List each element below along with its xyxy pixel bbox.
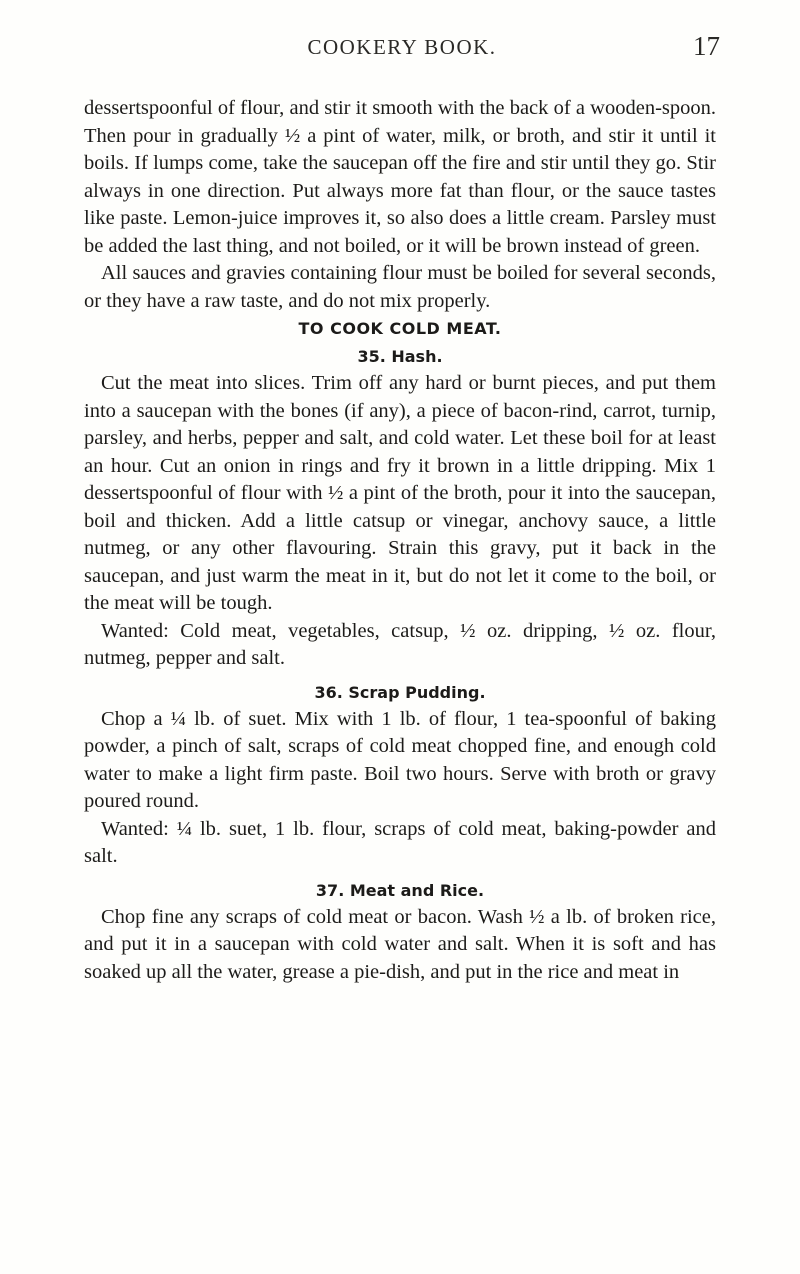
page-body: [84, 95, 716, 986]
page-number: 17: [693, 31, 720, 61]
recipe-text-scrap-pudding: Chop a ¼ lb. of suet. Mix with 1 lb. of flour, 1 tea-spoonful of baking powder, a pinch of salt, scraps of cold meat chopped fine, and enough cold water to make a light firm paste. Boil two hours. Serve with broth or gravy poured round.: [84, 707, 716, 812]
paragraph-sauces-note: All sauces and gravies containing flour must be boiled for several seconds, or they have a raw taste, and do not mix properly.: [84, 262, 716, 312]
section-heading: TO COOK COLD MEAT.: [298, 319, 502, 338]
recipe-text-hash: Cut the meat into slices. Trim off any hard or burnt pieces, and put them into a saucepan with the bones (if any), a piece of bacon-rind, carrot, turnip, parsley, and herbs, pepper and salt, and cold water. Let these boil for at least an hour. Cut an onion in rings and fry it brown in a little dripping. Mix 1 dessertspoonful of flour with ½ a pint of the broth, pour it into the saucepan, boil and thicken. Add a little catsup or vinegar, anchovy sauce, a little nutmeg, or any other flavouring. Strain this gravy, put it back in the saucepan, and just warm the meat in it, but do not let it come to the boil, or the meat will be tough.: [84, 372, 716, 614]
running-title: COOKERY BOOK.: [307, 35, 497, 59]
recipe-title-hash: 35. Hash.: [357, 347, 443, 366]
paragraph-sauce-continuation: dessertspoonful of flour, and stir it smooth with the back of a wooden-spoon. Then pour in gradually ½ a pint of water, milk, or broth, and stir it until it boils. If lumps come, take the saucepan off the fire and stir until they go. Stir always in one direction. Put always more fat than flour, or the sauce tastes like paste. Lemon-juice improves it, so also does a little cream. Parsley must be added the last thing, and not boiled, or it will be brown instead of green.: [84, 97, 716, 257]
recipe-wanted-hash: Wanted: Cold meat, vegetables, catsup, ½ oz. dripping, ½ oz. flour, nutmeg, pepper and salt.: [84, 619, 716, 669]
recipe-text-meat-and-rice: Chop fine any scraps of cold meat or bacon. Wash ½ a lb. of broken rice, and put it in a saucepan with cold water and salt. When it is soft and has soaked up all the water, grease a pie-dish, and put in the rice and meat in: [84, 905, 716, 983]
recipe-wanted-scrap-pudding: Wanted: ¼ lb. suet, 1 lb. flour, scraps of cold meat, baking-powder and salt.: [84, 817, 716, 867]
recipe-title-meat-and-rice: 37. Meat and Rice.: [315, 880, 485, 900]
recipe-title-scrap-pudding: 36. Scrap Pudding.: [314, 682, 486, 702]
running-header: [84, 31, 720, 69]
